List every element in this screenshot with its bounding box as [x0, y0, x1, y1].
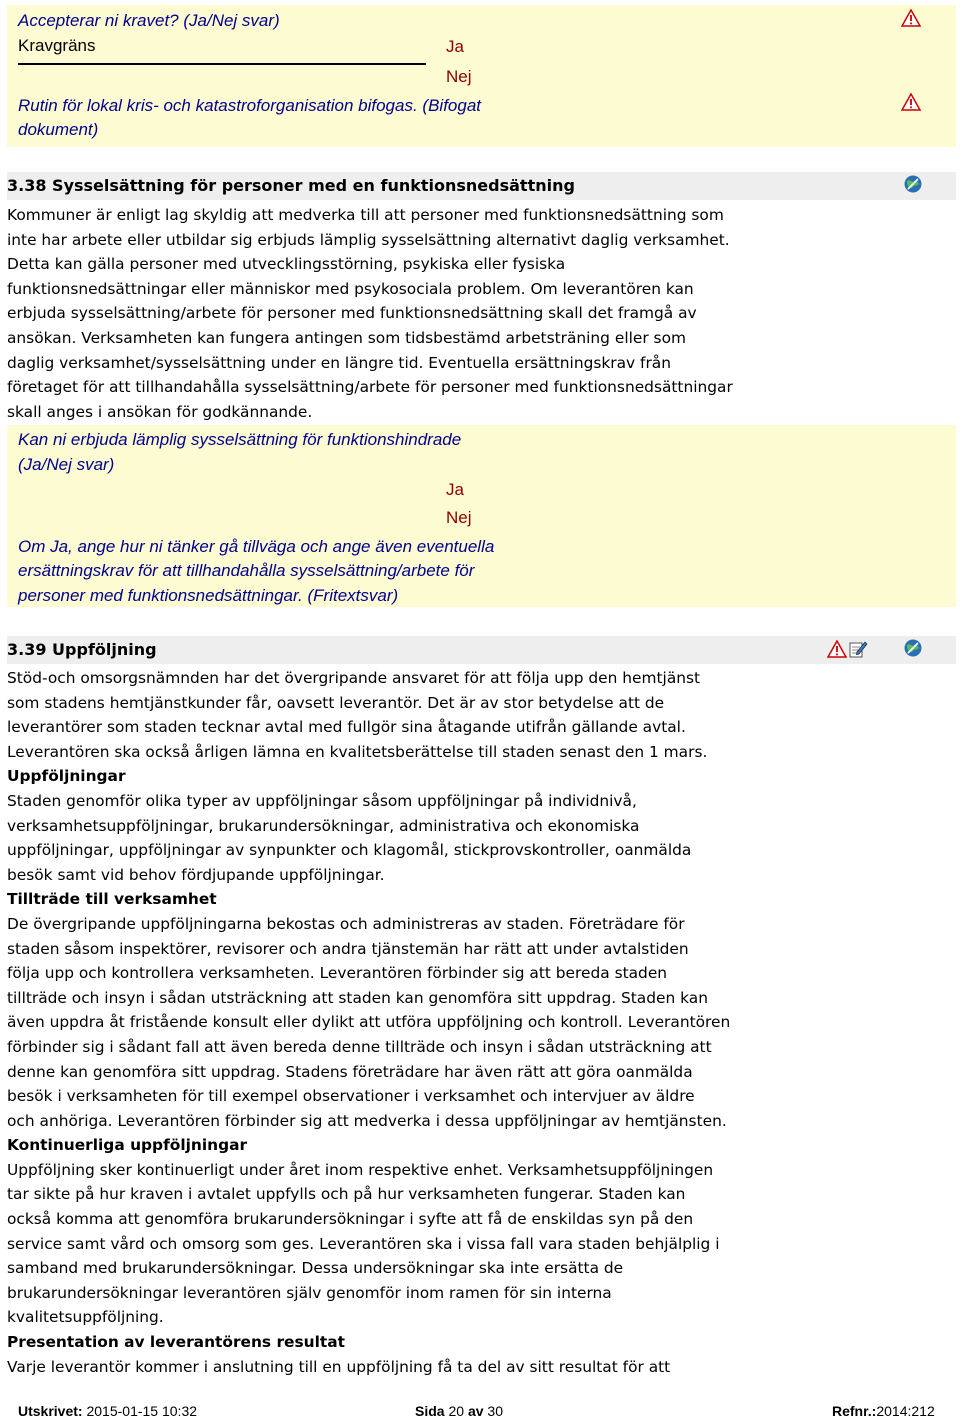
paragraph-line: Staden genomför olika typer av uppföljningar såsom uppföljningar på individnivå,	[7, 791, 637, 810]
paragraph-line: service samt vård och omsorg som ges. Leverantören ska i vissa fall vara staden behjälplig i	[7, 1234, 720, 1253]
footer-ref-label: Refnr.:	[832, 1403, 877, 1419]
paragraph-line: besök i verksamheten för till exempel observationer i verksamhet och intervjuer av äldre	[7, 1087, 695, 1106]
option-yes[interactable]: Ja	[446, 37, 464, 56]
question-accept-requirement: Accepterar ni kravet? (Ja/Nej svar)	[18, 11, 280, 30]
paragraph-line: följa upp och kontrollera verksamheten. Leverantören förbinder sig att bereda staden	[7, 964, 668, 983]
field-label-kravgrans: Kravgräns	[18, 36, 96, 55]
question-crisis-routine-line1: Rutin för lokal kris- och katastroforganisation bifogas. (Bifogat	[18, 96, 482, 115]
paragraph-line: daglig verksamhet/sysselsättning under en längre tid. Eventuella ersättningskrav från	[7, 353, 671, 372]
footer-ref-value: 2014:212	[876, 1403, 935, 1419]
paragraph-line: som stadens hemtjänstkunder får, oavsett leverantör. Det är av stor betydelse att de	[7, 693, 665, 712]
footer-printed-label: Utskrivet:	[18, 1403, 83, 1419]
paragraph-line: skall anges i ansökan för godkännande.	[7, 402, 313, 421]
footer-page-of: av	[467, 1403, 484, 1419]
paragraph-line: inte har arbete eller utbildar sig erbjuds lämplig sysselsättning alternativt daglig verksamhet.	[7, 230, 730, 249]
paragraph-line: erbjuda sysselsättning/arbete för personer med funktionsnedsättning skall det framgå av	[7, 304, 697, 323]
option-no[interactable]: Nej	[446, 508, 472, 527]
paragraph-line: denne kan genomföra sitt uppdrag. Stadens företrädare har även rätt att göra oanmälda	[7, 1062, 693, 1081]
paragraph-line: Uppföljning sker kontinuerligt under året inom respektive enhet. Verksamhetsuppföljningen	[7, 1160, 714, 1179]
paragraph-line: Varje leverantör kommer i anslutning till en uppföljning få ta del av sitt resultat för att	[7, 1357, 671, 1376]
subheading: Presentation av leverantörens resultat	[7, 1333, 345, 1352]
footer-reference	[832, 1403, 935, 1419]
globe-icon[interactable]	[903, 638, 923, 658]
paragraph-line: Leverantören ska också årligen lämna en kvalitetsberättelse till staden senast den 1 mars.	[7, 742, 708, 761]
paragraph-line: funktionsnedsättningar eller människor med psykosociala problem. Om leverantören kan	[7, 279, 694, 298]
paragraph-line: förbinder sig i sådant fall att även bereda denne tillträde och insyn i sådan utsträckning att	[7, 1037, 712, 1056]
paragraph-line: även uppdra åt fristående konsult eller dylikt att utföra uppföljning och kontroll. Leverantören	[7, 1013, 731, 1032]
footer-printed	[18, 1403, 197, 1419]
paragraph-line: Stöd-och omsorgsnämnden har det övergripande ansvaret för att följa upp den hemtjänst	[7, 669, 701, 687]
paragraph-line: Detta kan gälla personer med utvecklingsstörning, psykiska eller fysiska	[7, 255, 566, 274]
followup-question-line3: personer med funktionsnedsättningar. (Fritextsvar)	[18, 586, 399, 605]
paragraph-line: brukarundersökningar leverantören själv genomför inom ramen för sin interna	[7, 1283, 612, 1302]
section-heading-3-39: 3.39 Uppföljning	[7, 636, 956, 664]
paragraph-line: uppföljningar, uppföljningar av synpunkter och klagomål, stickprovskontroller, oanmälda	[7, 841, 692, 860]
question-employment-line2: (Ja/Nej svar)	[18, 455, 115, 474]
paragraph-line: tillträde och insyn i sådan utsträckning att staden kan genomföra sitt uppdrag. Staden kan	[7, 988, 708, 1007]
warning-icon[interactable]	[901, 93, 921, 111]
paragraph-line: ansökan. Verksamheten kan fungera antingen som tidsbestämd arbetsträning eller som	[7, 328, 686, 347]
paragraph-line: verksamhetsuppföljningar, brukarundersökningar, administrativa och ekonomiska	[7, 816, 640, 835]
footer-page-number	[415, 1403, 503, 1419]
footer-printed-value: 2015-01-15 10:32	[86, 1403, 198, 1419]
subheading: Tillträde till verksamhet	[7, 890, 217, 909]
followup-question-line2: ersättningskrav för att tillhandahålla sysselsättning/arbete för	[18, 561, 475, 580]
paragraph-line: leverantörer som staden tecknar avtal med fullgör sina åtagande utifrån gällande avtal.	[7, 718, 686, 737]
paragraph-line: samband med brukarundersökningar. Dessa undersökningar ska inte ersätta de	[7, 1259, 624, 1278]
paragraph-line: kvalitetsuppföljning.	[7, 1308, 164, 1327]
warning-icon[interactable]	[827, 640, 847, 658]
paragraph-line: besök samt vid behov fördjupande uppföljningar.	[7, 865, 385, 884]
section-heading-3-38: 3.38 Sysselsättning för personer med en funktionsnedsättning	[7, 172, 956, 200]
subheading: Kontinuerliga uppföljningar	[7, 1136, 248, 1155]
paragraph-line: tar sikte på hur kraven i avtalet uppfylls och på hur verksamheten fungerar. Staden kan	[7, 1185, 686, 1204]
option-no[interactable]: Nej	[446, 67, 472, 86]
footer-page-current: 20	[448, 1403, 465, 1419]
paragraph-line: också komma att genomföra brukarundersökningar i syfte att få de enskildas syn på den	[7, 1210, 694, 1229]
paragraph-line: företaget för att tillhandahålla sysselsättning/arbete för personer med funktionsnedsättningar	[7, 378, 733, 397]
footer-page-total: 30	[487, 1403, 503, 1419]
question-employment-line1: Kan ni erbjuda lämplig sysselsättning för funktionshindrade	[18, 430, 462, 449]
section-body-3-39	[7, 666, 730, 1379]
paragraph-line: och anhöriga. Leverantören förbinder sig att medverka i dessa uppföljningar av hemtjänsten.	[7, 1111, 727, 1130]
paragraph-line: De övergripande uppföljningarna bekostas och administreras av staden. Företrädare för	[7, 914, 685, 933]
paragraph-line: staden såsom inspektörer, revisorer och andra tjänstemän har rätt att under avtalstiden	[7, 939, 689, 958]
field-underline	[18, 63, 426, 65]
edit-icon[interactable]	[848, 639, 868, 659]
globe-icon[interactable]	[903, 174, 923, 194]
subheading: Uppföljningar	[7, 767, 126, 786]
followup-question-line1: Om Ja, ange hur ni tänker gå tillväga och ange även eventuella	[18, 537, 495, 556]
option-yes[interactable]: Ja	[446, 480, 464, 499]
paragraph-line: Kommuner är enligt lag skyldig att medverka till att personer med funktionsnedsättning som	[7, 206, 724, 224]
warning-icon[interactable]	[901, 9, 921, 27]
footer-page-label: Sida	[415, 1403, 445, 1419]
question-crisis-routine-line2: dokument)	[18, 120, 99, 139]
section-body-3-38	[7, 203, 733, 424]
